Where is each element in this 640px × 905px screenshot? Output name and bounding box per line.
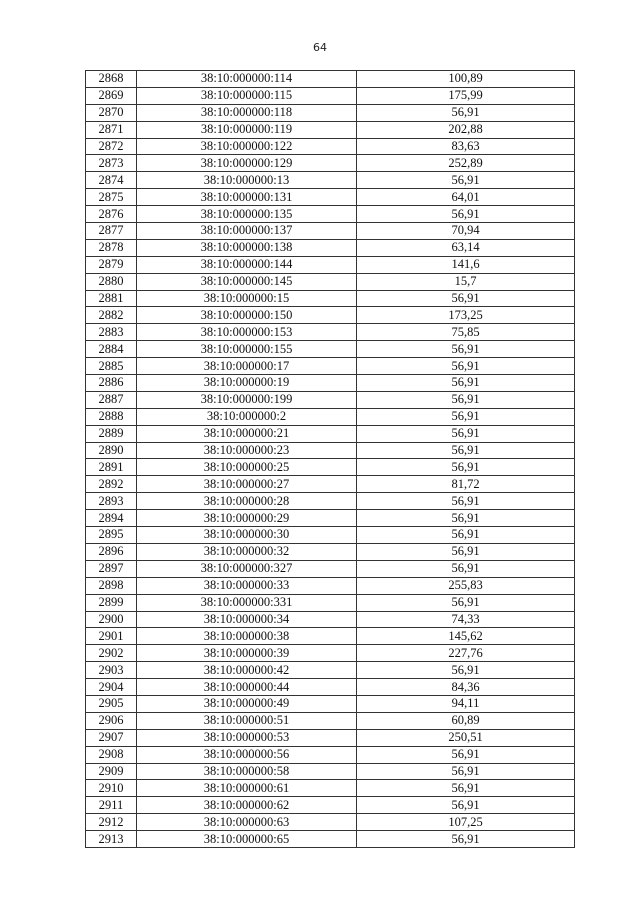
table-row [86,628,575,645]
value-cell: 64,01 [357,189,575,206]
row-number-cell: 2876 [86,206,137,223]
row-number-cell: 2886 [86,375,137,392]
table-row [86,527,575,544]
value-cell: 56,91 [357,780,575,797]
cadastral-number-cell: 38:10:000000:122 [137,138,357,155]
value-cell: 56,91 [357,408,575,425]
row-number-cell: 2910 [86,780,137,797]
row-number-cell: 2872 [86,138,137,155]
table-row [86,510,575,527]
table-row [86,695,575,712]
cadastral-number-cell: 38:10:000000:2 [137,408,357,425]
row-number-cell: 2879 [86,256,137,273]
row-number-cell: 2907 [86,729,137,746]
cadastral-number-cell: 38:10:000000:58 [137,763,357,780]
row-number-cell: 2889 [86,425,137,442]
cadastral-number-cell: 38:10:000000:42 [137,662,357,679]
row-number-cell: 2909 [86,763,137,780]
table-row [86,746,575,763]
row-number-cell: 2883 [86,324,137,341]
table-row [86,797,575,814]
table-row [86,611,575,628]
value-cell: 56,91 [357,442,575,459]
table-row [86,408,575,425]
value-cell: 56,91 [357,104,575,121]
table-row [86,256,575,273]
table-row [86,425,575,442]
table-row [86,577,575,594]
cadastral-number-cell: 38:10:000000:115 [137,87,357,104]
cadastral-number-cell: 38:10:000000:150 [137,307,357,324]
page-number: 64 [313,41,327,54]
table-row [86,223,575,240]
table-row [86,594,575,611]
cadastral-number-cell: 38:10:000000:32 [137,543,357,560]
cadastral-number-cell: 38:10:000000:155 [137,341,357,358]
cadastral-number-cell: 38:10:000000:15 [137,290,357,307]
cadastral-number-cell: 38:10:000000:118 [137,104,357,121]
cadastral-number-cell: 38:10:000000:199 [137,391,357,408]
cadastral-number-cell: 38:10:000000:27 [137,476,357,493]
table-row [86,307,575,324]
table-row [86,155,575,172]
value-cell: 63,14 [357,239,575,256]
table-row [86,121,575,138]
table-row [86,459,575,476]
cadastral-number-cell: 38:10:000000:145 [137,273,357,290]
value-cell: 56,91 [357,425,575,442]
value-cell: 56,91 [357,797,575,814]
value-cell: 56,91 [357,763,575,780]
table-body [86,71,575,848]
value-cell: 94,11 [357,695,575,712]
value-cell: 56,91 [357,831,575,848]
table-row [86,87,575,104]
cadastral-number-cell: 38:10:000000:51 [137,712,357,729]
value-cell: 15,7 [357,273,575,290]
row-number-cell: 2869 [86,87,137,104]
table-row [86,729,575,746]
row-number-cell: 2898 [86,577,137,594]
value-cell: 56,91 [357,290,575,307]
value-cell: 173,25 [357,307,575,324]
cadastral-number-cell: 38:10:000000:137 [137,223,357,240]
row-number-cell: 2877 [86,223,137,240]
table-row [86,543,575,560]
cadastral-number-cell: 38:10:000000:33 [137,577,357,594]
value-cell: 56,91 [357,543,575,560]
row-number-cell: 2903 [86,662,137,679]
row-number-cell: 2896 [86,543,137,560]
table-row [86,71,575,88]
table-row [86,493,575,510]
row-number-cell: 2891 [86,459,137,476]
table-row [86,645,575,662]
value-cell: 175,99 [357,87,575,104]
value-cell: 56,91 [357,358,575,375]
cadastral-number-cell: 38:10:000000:144 [137,256,357,273]
cadastral-number-cell: 38:10:000000:23 [137,442,357,459]
table-row [86,679,575,696]
cadastral-number-cell: 38:10:000000:327 [137,560,357,577]
table-row [86,763,575,780]
value-cell: 56,91 [357,594,575,611]
row-number-cell: 2892 [86,476,137,493]
value-cell: 202,88 [357,121,575,138]
value-cell: 100,89 [357,71,575,88]
cadastral-number-cell: 38:10:000000:135 [137,206,357,223]
table-row [86,324,575,341]
table-row [86,290,575,307]
table-row [86,560,575,577]
row-number-cell: 2873 [86,155,137,172]
cadastral-number-cell: 38:10:000000:138 [137,239,357,256]
value-cell: 81,72 [357,476,575,493]
table-row [86,104,575,121]
value-cell: 252,89 [357,155,575,172]
value-cell: 255,83 [357,577,575,594]
row-number-cell: 2911 [86,797,137,814]
value-cell: 56,91 [357,527,575,544]
table-row [86,206,575,223]
cadastral-number-cell: 38:10:000000:114 [137,71,357,88]
cadastral-number-cell: 38:10:000000:38 [137,628,357,645]
row-number-cell: 2897 [86,560,137,577]
table-row [86,273,575,290]
value-cell: 56,91 [357,746,575,763]
row-number-cell: 2870 [86,104,137,121]
row-number-cell: 2904 [86,679,137,696]
cadastral-number-cell: 38:10:000000:53 [137,729,357,746]
cadastral-number-cell: 38:10:000000:25 [137,459,357,476]
value-cell: 84,36 [357,679,575,696]
table-row [86,391,575,408]
table-row [86,138,575,155]
row-number-cell: 2868 [86,71,137,88]
cadastral-number-cell: 38:10:000000:61 [137,780,357,797]
cadastral-number-cell: 38:10:000000:331 [137,594,357,611]
row-number-cell: 2884 [86,341,137,358]
row-number-cell: 2894 [86,510,137,527]
row-number-cell: 2908 [86,746,137,763]
cadastral-number-cell: 38:10:000000:119 [137,121,357,138]
table-row [86,442,575,459]
cadastral-number-cell: 38:10:000000:63 [137,814,357,831]
cadastral-number-cell: 38:10:000000:62 [137,797,357,814]
row-number-cell: 2893 [86,493,137,510]
value-cell: 60,89 [357,712,575,729]
table-row [86,172,575,189]
value-cell: 227,76 [357,645,575,662]
row-number-cell: 2887 [86,391,137,408]
value-cell: 56,91 [357,493,575,510]
cadastral-number-cell: 38:10:000000:13 [137,172,357,189]
value-cell: 141,6 [357,256,575,273]
table-row [86,375,575,392]
cadastral-number-cell: 38:10:000000:129 [137,155,357,172]
cadastral-number-cell: 38:10:000000:21 [137,425,357,442]
row-number-cell: 2880 [86,273,137,290]
value-cell: 75,85 [357,324,575,341]
cadastral-number-cell: 38:10:000000:29 [137,510,357,527]
value-cell: 56,91 [357,172,575,189]
value-cell: 56,91 [357,206,575,223]
table-row [86,712,575,729]
cadastral-number-cell: 38:10:000000:131 [137,189,357,206]
value-cell: 107,25 [357,814,575,831]
table-row [86,341,575,358]
cadastral-number-cell: 38:10:000000:28 [137,493,357,510]
cadastral-number-cell: 38:10:000000:19 [137,375,357,392]
cadastral-number-cell: 38:10:000000:44 [137,679,357,696]
row-number-cell: 2906 [86,712,137,729]
row-number-cell: 2890 [86,442,137,459]
value-cell: 145,62 [357,628,575,645]
row-number-cell: 2875 [86,189,137,206]
value-cell: 56,91 [357,459,575,476]
value-cell: 70,94 [357,223,575,240]
value-cell: 56,91 [357,560,575,577]
cadastral-number-cell: 38:10:000000:153 [137,324,357,341]
cadastral-number-cell: 38:10:000000:39 [137,645,357,662]
cadastral-number-cell: 38:10:000000:56 [137,746,357,763]
cadastral-number-cell: 38:10:000000:65 [137,831,357,848]
row-number-cell: 2878 [86,239,137,256]
cadastral-table [85,70,575,848]
cadastral-number-cell: 38:10:000000:34 [137,611,357,628]
cadastral-number-cell: 38:10:000000:30 [137,527,357,544]
table-row [86,358,575,375]
row-number-cell: 2912 [86,814,137,831]
row-number-cell: 2888 [86,408,137,425]
row-number-cell: 2901 [86,628,137,645]
value-cell: 83,63 [357,138,575,155]
row-number-cell: 2900 [86,611,137,628]
table-row [86,662,575,679]
row-number-cell: 2882 [86,307,137,324]
row-number-cell: 2871 [86,121,137,138]
cadastral-number-cell: 38:10:000000:17 [137,358,357,375]
row-number-cell: 2874 [86,172,137,189]
row-number-cell: 2905 [86,695,137,712]
table-row [86,476,575,493]
value-cell: 56,91 [357,391,575,408]
row-number-cell: 2895 [86,527,137,544]
value-cell: 56,91 [357,662,575,679]
row-number-cell: 2899 [86,594,137,611]
row-number-cell: 2885 [86,358,137,375]
cadastral-number-cell: 38:10:000000:49 [137,695,357,712]
value-cell: 56,91 [357,341,575,358]
value-cell: 250,51 [357,729,575,746]
value-cell: 56,91 [357,510,575,527]
value-cell: 74,33 [357,611,575,628]
table-row [86,780,575,797]
table-row [86,189,575,206]
table-row [86,814,575,831]
row-number-cell: 2902 [86,645,137,662]
table-row [86,831,575,848]
value-cell: 56,91 [357,375,575,392]
row-number-cell: 2913 [86,831,137,848]
row-number-cell: 2881 [86,290,137,307]
table-row [86,239,575,256]
